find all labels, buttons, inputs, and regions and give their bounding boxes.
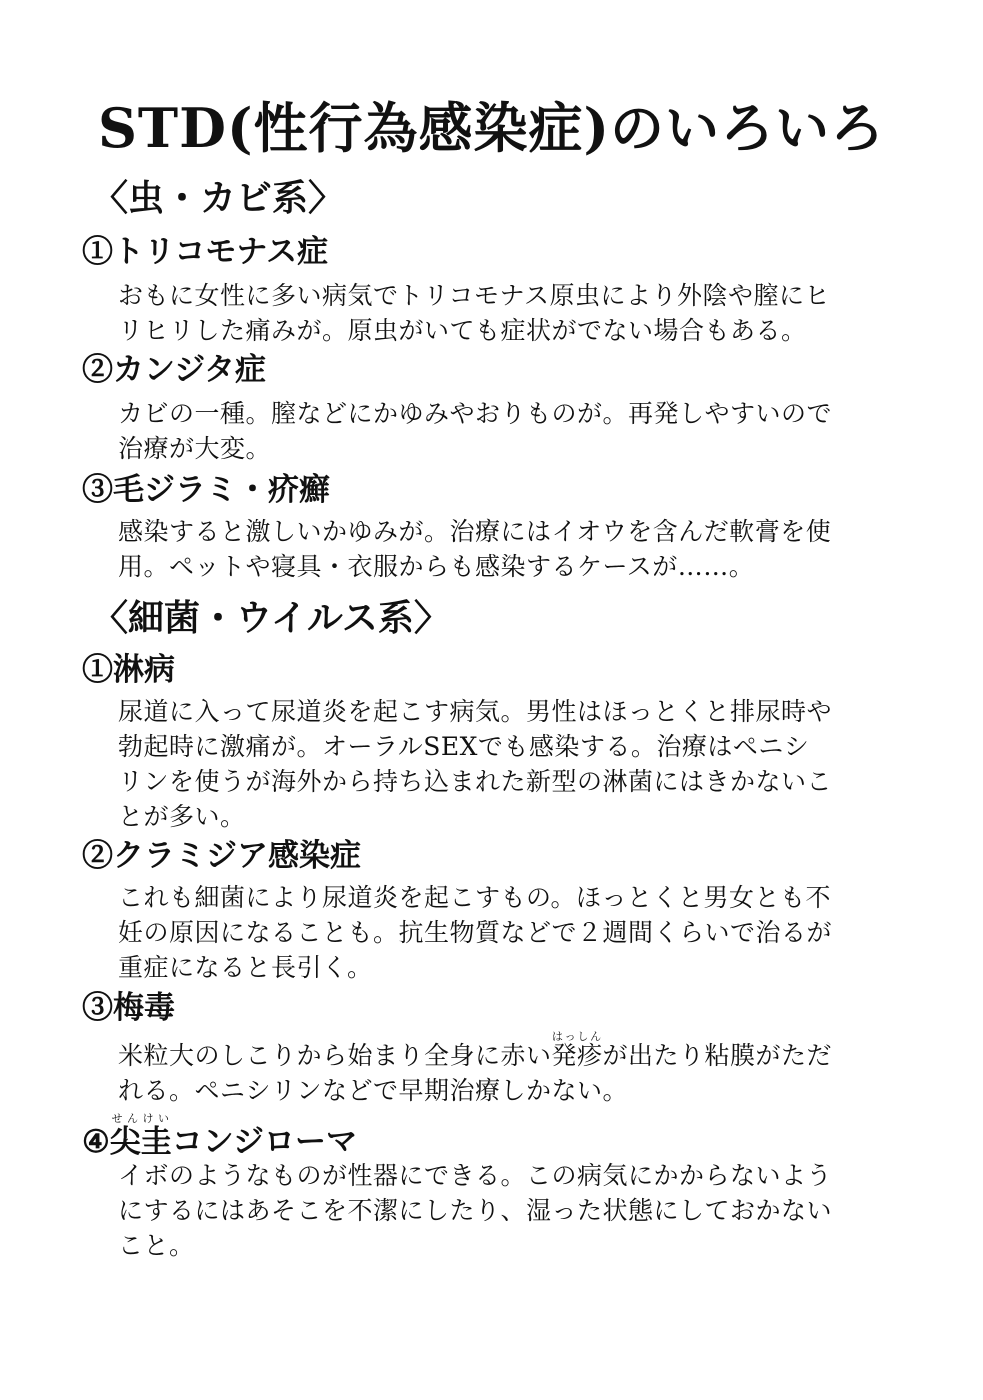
body-line: これも細菌により尿道炎を起こすもの。ほっとくと男女とも不: [118, 883, 832, 912]
item-title-chlamydia: ②クラミジア感染症: [82, 838, 361, 874]
body-line: おもに女性に多い病気でトリコモナス原虫により外陰や膣にヒ: [118, 281, 831, 310]
body-line: こと。: [118, 1231, 195, 1260]
body-line: 重症になると長引く。: [118, 953, 373, 982]
body-line: イボのようなものが性器にできる。この病気にかからないよう: [118, 1161, 833, 1190]
body-line: カビの一種。膣などにかゆみやおりものが。再発しやすいので: [118, 399, 833, 428]
body-line: 感染すると激しいかゆみが。治療にはイオウを含んだ軟膏を使: [118, 517, 832, 546]
ruby-reading: せんけい: [109, 1112, 172, 1125]
item-title-candidiasis: ②カンジタ症: [82, 352, 266, 388]
item-body-condyloma: [118, 1158, 898, 1263]
ruby-reading: はっしん: [551, 1030, 603, 1043]
body-line: にするにはあそこを不潔にしたり、湿った状態にしておかない: [118, 1196, 833, 1225]
body-line: リンを使うが海外から持ち込まれた新型の淋菌にはきかないこ: [118, 767, 833, 796]
body-line: れる。ペニシリンなどで早期治療しかない。: [118, 1076, 629, 1105]
item-body-trichomoniasis: [118, 278, 898, 348]
body-line: 尿道に入って尿道炎を起こす病気。男性はほっとくと排尿時や: [118, 697, 833, 726]
section-heading-parasites-fungi: 〈虫・カビ系〉: [92, 177, 345, 219]
item-body-gonorrhea: [118, 694, 898, 834]
body-text: が出たり粘膜がただ: [602, 1041, 833, 1070]
body-text: 米粒大のしこりから始まり全身に赤い: [118, 1041, 552, 1070]
item-body-candidiasis: [118, 396, 898, 466]
body-line: リヒリした痛みが。原虫がいても症状がでない場合もある。: [118, 316, 807, 345]
body-line: とが多い。: [118, 802, 246, 831]
item-body-pubic-lice-scabies: [118, 514, 898, 584]
body-line: [118, 1030, 898, 1073]
item-title-syphilis: ③梅毒: [82, 990, 175, 1026]
item-body-syphilis: [118, 1030, 898, 1108]
item-title-gonorrhea: ①淋病: [82, 652, 175, 688]
item-title-text: コンジローマ: [171, 1124, 358, 1160]
body-line: 用。ペットや寝具・衣服からも感染するケースが……。: [118, 552, 755, 581]
item-title-trichomoniasis: ①トリコモナス症: [82, 234, 329, 270]
body-line: 治療が大変。: [118, 434, 272, 463]
ruby-base: 尖圭: [109, 1124, 172, 1160]
body-line: 勃起時に激痛が。オーラルSEXでも感染する。治療はペニシ: [118, 732, 810, 761]
section-heading-bacteria-virus: 〈細菌・ウイルス系〉: [92, 597, 450, 639]
body-line: 妊の原因になることも。抗生物質などで２週間くらいで治るが: [118, 918, 833, 947]
furigana-word: [109, 1112, 172, 1160]
item-title-condyloma: [82, 1112, 357, 1162]
item-number: ④: [82, 1124, 110, 1160]
item-title-pubic-lice-scabies: ③毛ジラミ・疥癬: [82, 472, 330, 508]
ruby-base: 発疹: [551, 1041, 603, 1070]
page-title: STD(性行為感染症)のいろいろ: [97, 96, 886, 160]
furigana-word: [551, 1030, 603, 1070]
item-body-chlamydia: [118, 880, 898, 985]
